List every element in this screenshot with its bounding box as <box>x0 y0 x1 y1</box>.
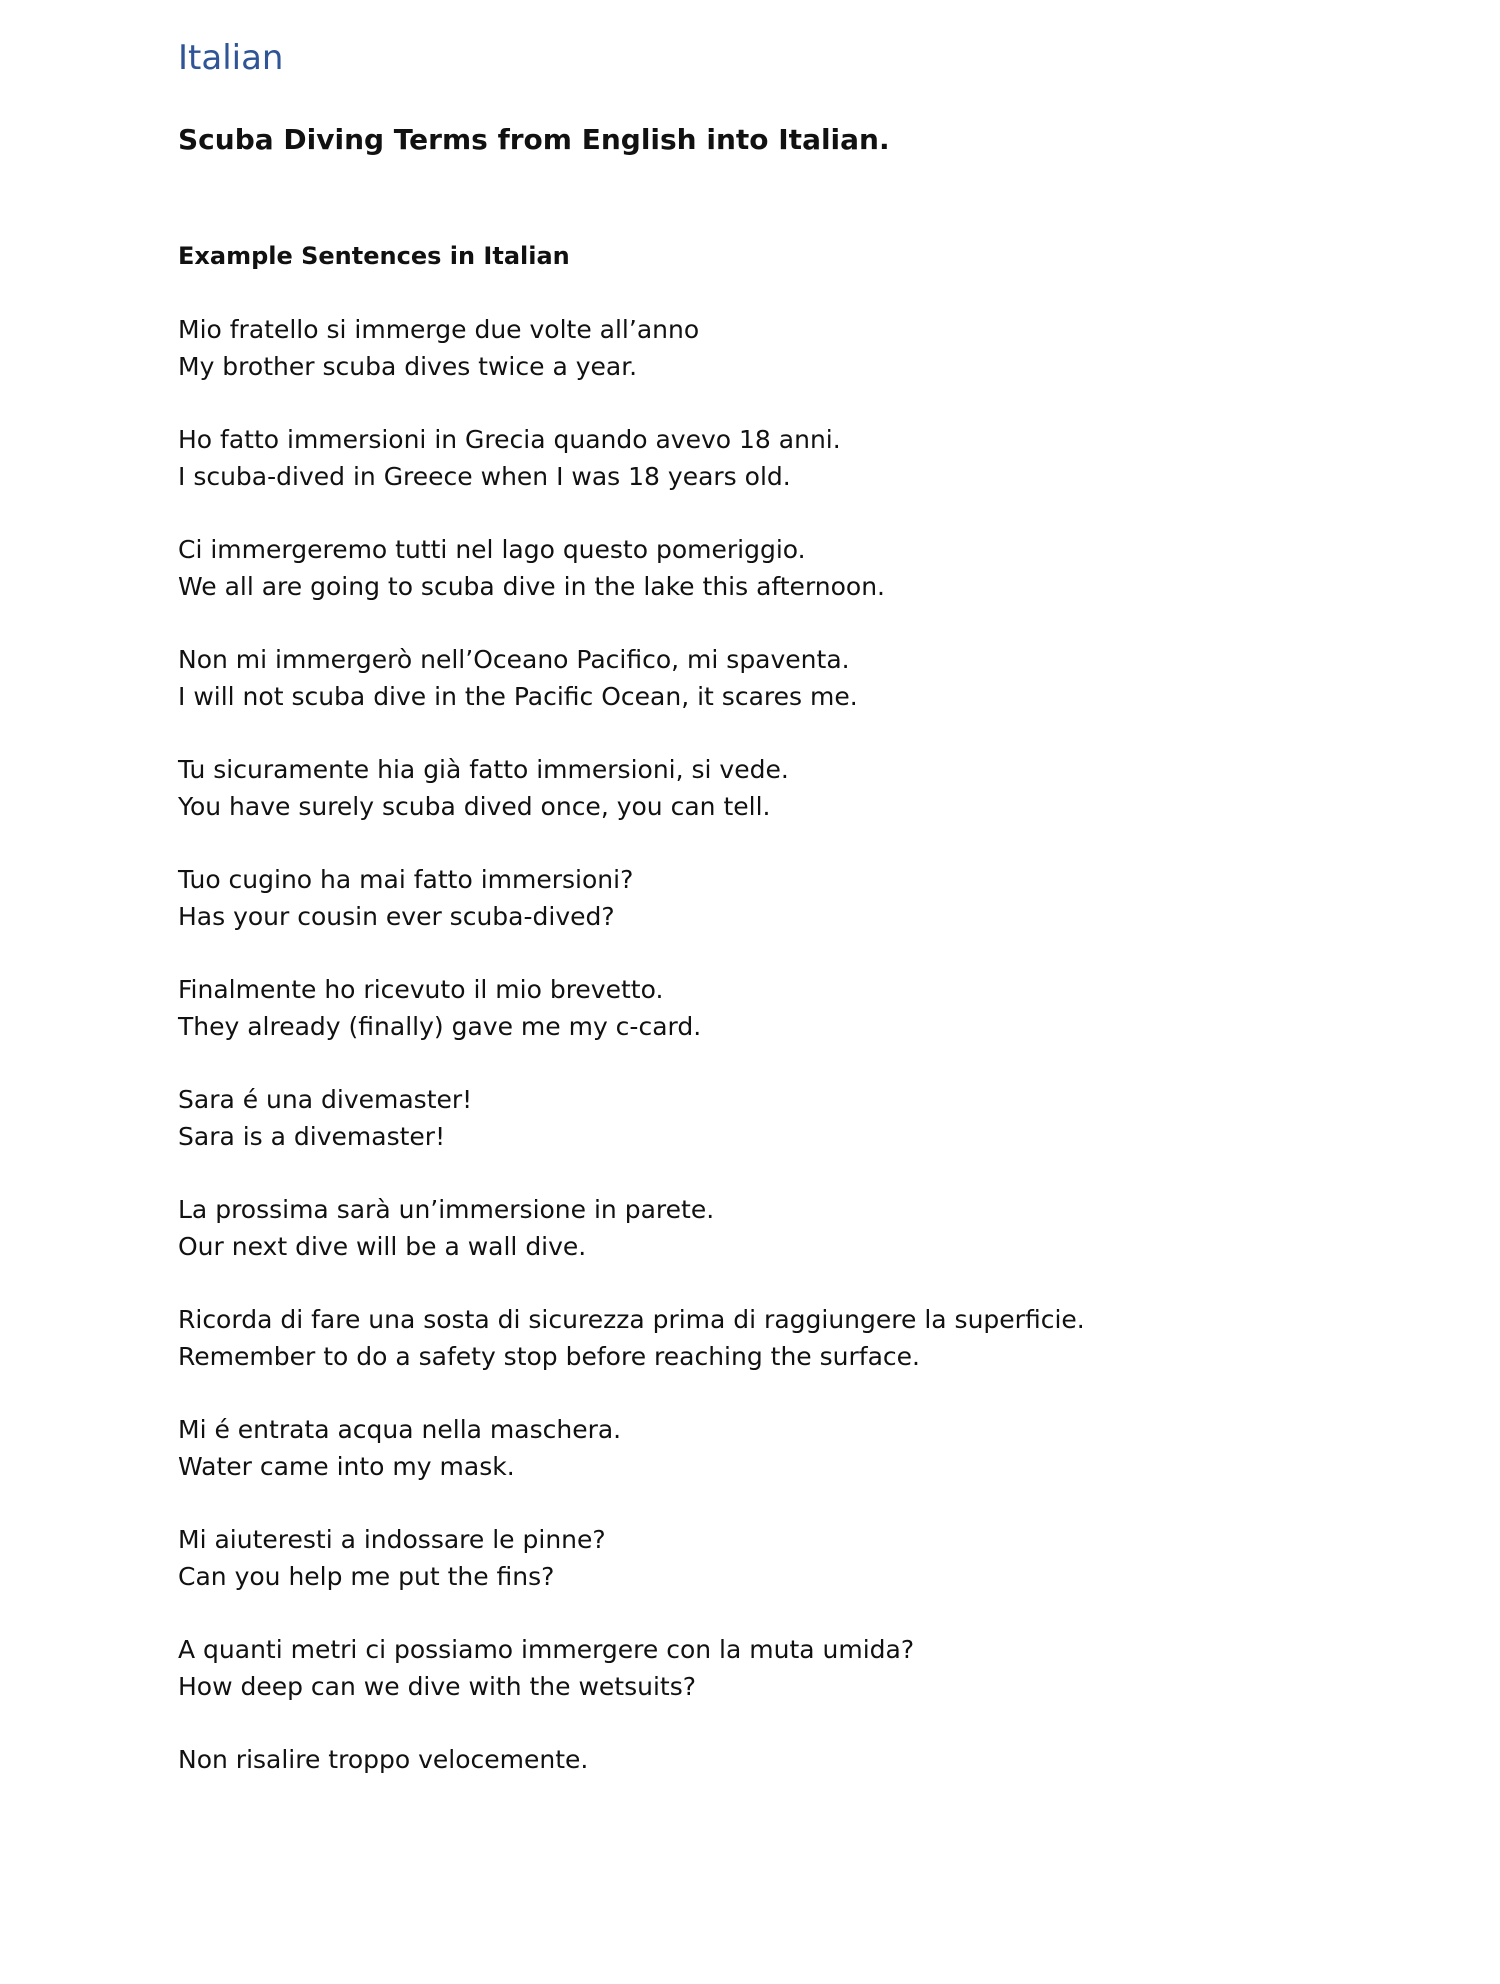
italian-sentence: Mi é entrata acqua nella maschera. <box>178 1415 622 1444</box>
english-translation: How deep can we dive with the wetsuits? <box>178 1672 697 1701</box>
italian-sentence: Finalmente ho ricevuto il mio brevetto. <box>178 975 664 1004</box>
english-translation: You have surely scuba dived once, you can tell. <box>178 792 771 821</box>
english-translation: I scuba-dived in Greece when I was 18 years old. <box>178 462 791 491</box>
sentence-list <box>178 311 1085 1814</box>
document-title: Scuba Diving Terms from English into Italian. <box>178 123 890 156</box>
sentence-pair <box>178 1081 1085 1155</box>
english-translation: My brother scuba dives twice a year. <box>178 352 638 381</box>
italian-sentence: Sara é una divemaster! <box>178 1085 473 1114</box>
sentence-pair <box>178 861 1085 935</box>
italian-sentence: Ricorda di fare una sosta di sicurezza prima di raggiungere la superficie. <box>178 1305 1085 1334</box>
italian-sentence: Non risalire troppo velocemente. <box>178 1745 589 1774</box>
sentence-pair <box>178 311 1085 385</box>
sentence-pair <box>178 641 1085 715</box>
italian-sentence: Tuo cugino ha mai fatto immersioni? <box>178 865 634 894</box>
sentence-pair <box>178 1411 1085 1485</box>
english-translation: They already (finally) gave me my c-card. <box>178 1012 702 1041</box>
italian-sentence: Ci immergeremo tutti nel lago questo pomeriggio. <box>178 535 806 564</box>
sentence-pair <box>178 1521 1085 1595</box>
english-translation: Has your cousin ever scuba-dived? <box>178 902 615 931</box>
english-translation: Sara is a divemaster! <box>178 1122 446 1151</box>
english-translation: Water came into my mask. <box>178 1452 515 1481</box>
italian-sentence: Mio fratello si immerge due volte all’anno <box>178 315 700 344</box>
english-translation: We all are going to scuba dive in the lake this afternoon. <box>178 572 886 601</box>
italian-sentence: Mi aiuteresti a indossare le pinne? <box>178 1525 606 1554</box>
english-translation: Our next dive will be a wall dive. <box>178 1232 587 1261</box>
sentence-pair <box>178 971 1085 1045</box>
sentence-pair <box>178 531 1085 605</box>
italian-sentence: Ho fatto immersioni in Grecia quando avevo 18 anni. <box>178 425 841 454</box>
italian-sentence: La prossima sarà un’immersione in parete. <box>178 1195 715 1224</box>
italian-sentence: A quanti metri ci possiamo immergere con la muta umida? <box>178 1635 915 1664</box>
sentence-pair <box>178 1631 1085 1705</box>
sentence-pair <box>178 1301 1085 1375</box>
italian-sentence: Tu sicuramente hia già fatto immersioni, si vede. <box>178 755 789 784</box>
italian-sentence: Non mi immergerò nell’Oceano Pacifico, mi spaventa. <box>178 645 850 674</box>
section-title: Example Sentences in Italian <box>178 242 570 270</box>
language-heading: Italian <box>178 38 284 78</box>
english-translation: Can you help me put the fins? <box>178 1562 555 1591</box>
sentence-pair <box>178 1741 1085 1778</box>
english-translation: Remember to do a safety stop before reaching the surface. <box>178 1342 920 1371</box>
english-translation: I will not scuba dive in the Pacific Ocean, it scares me. <box>178 682 858 711</box>
sentence-pair <box>178 421 1085 495</box>
sentence-pair <box>178 1191 1085 1265</box>
sentence-pair <box>178 751 1085 825</box>
